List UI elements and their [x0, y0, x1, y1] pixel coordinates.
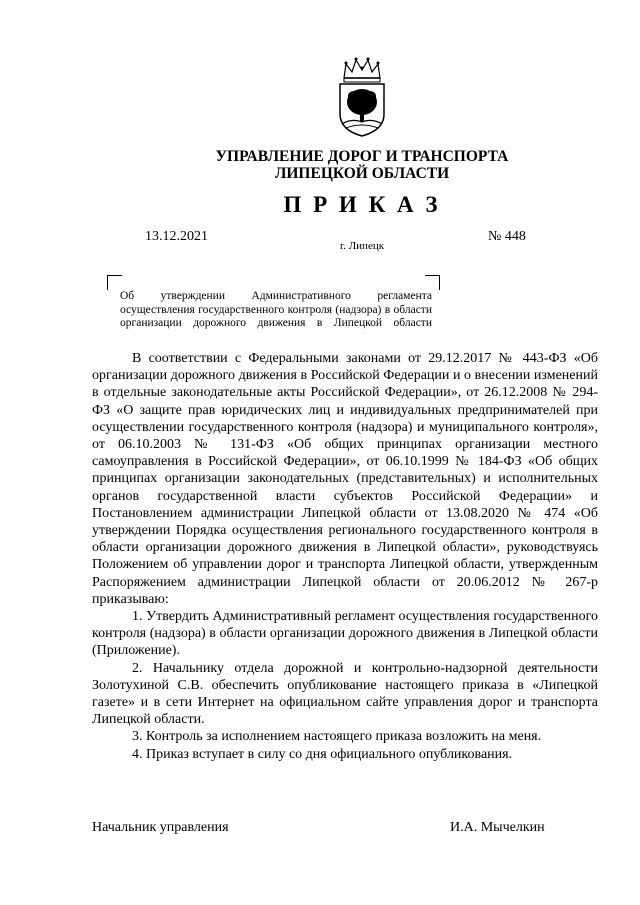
- document-type: П Р И К А З: [283, 192, 441, 217]
- document-city: г. Липецк: [339, 240, 385, 252]
- lipetsk-coat-of-arms-icon: [334, 56, 390, 138]
- org-line-2: ЛИПЕЦКОЙ ОБЛАСТИ: [274, 165, 450, 182]
- document-body: [92, 350, 598, 763]
- subject-bracket-left: [107, 275, 122, 290]
- org-line-1: УПРАВЛЕНИЕ ДОРОГ И ТРАНСПОРТА: [215, 148, 509, 165]
- order-item-4: 4. Приказ вступает в силу со дня официального опубликования.: [132, 746, 513, 762]
- preamble-paragraph: В соответствии с Федеральными законами от 29.12.2017 № 443-ФЗ «Об организации дорожного движения в Российской Федерации и о внесении изменений в отдельные законодательные акты Российской Федерации», от 26.12.2008 № 294-ФЗ «О защите прав юридических лиц и индивидуальных предпринимателей при осуществлении государственного контроля (надзора) и муниципального контроля», от 06.10.2003 № 131-ФЗ «Об общих принципах организации местного самоуправления в Российской Федерации», от 06.10.1999 № 184-ФЗ «Об общих принципах организации законодательных (представительных) и исполнительных органов государственной власти субъектов Российской Федерации» и Постановлением администрации Липецкой области от 13.08.2020 № 474 «Об утверждении Порядка осуществления регионального государственного контроля в области организации дорожного движения в Липецкой области», руководствуясь Положением об управлении дорог и транспорта Липецкой области, утвержденным Распоряжением администрации Липецкой области от 20.06.2012 № 267-р приказываю:: [92, 351, 598, 607]
- subject-text: Об утверждении Административного регламента осуществления государственного контроля (надзора) в области организации дорожного движения в Липецкой области: [120, 290, 432, 329]
- signature-name: И.А. Мычелкин: [450, 820, 545, 835]
- order-item-1: 1. Утвердить Административный регламент осуществления государственного контроля (надзора) в области организации дорожного движения в Липецкой области (Приложение).: [92, 609, 598, 659]
- organization-name: [100, 148, 624, 182]
- subject-bracket-right: [425, 275, 440, 290]
- signature-position: Начальник управления: [92, 820, 229, 835]
- document-date: 13.12.2021: [145, 229, 208, 244]
- document-number: № 448: [488, 229, 526, 244]
- order-item-3: 3. Контроль за исполнением настоящего приказа возложить на меня.: [132, 729, 542, 745]
- order-item-2: 2. Начальнику отдела дорожной и контрольно-надзорной деятельности Золотухиной С.В. обеспечить опубликование настоящего приказа в «Липецкой газете» и в сети Интернет на официальном сайте управления дорог и транспорта Липецкой области.: [92, 660, 598, 728]
- document-subject: [120, 290, 432, 331]
